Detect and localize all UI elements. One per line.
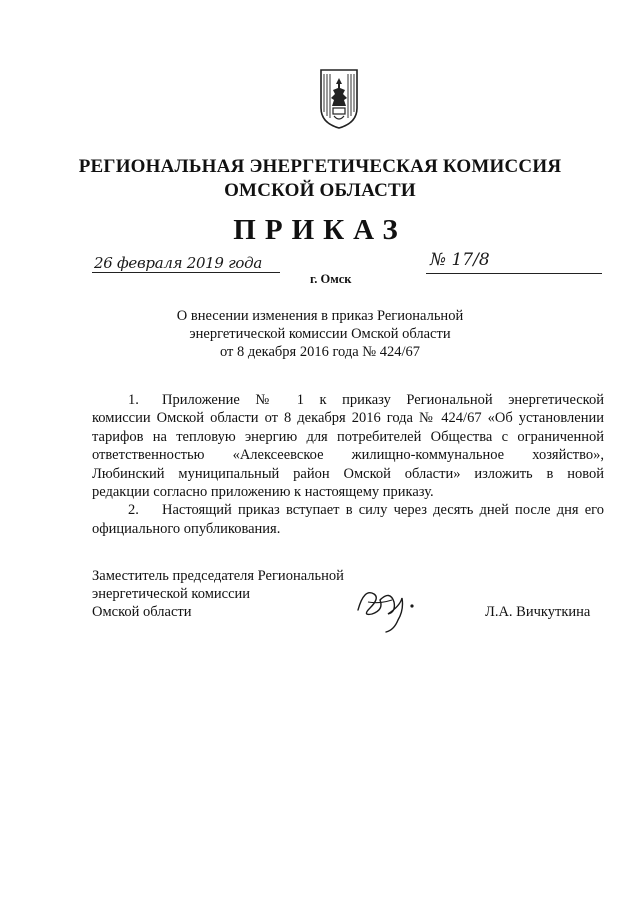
document-type-title: ПРИКАЗ [233, 214, 407, 246]
signer-title-line1: Заместитель председателя Региональной [92, 568, 344, 584]
paragraph-1-line2: комиссии Омской области от 8 декабря 2016 года № 424/67 «Об установлении [92, 410, 604, 427]
paragraph-1-line1 [92, 391, 604, 409]
signer-title-line2: энергетической комиссии [92, 586, 251, 602]
paragraph-1-number: 1. [128, 392, 139, 408]
paragraph-1 [92, 391, 604, 501]
subject-line3: от 8 декабря 2016 года № 424/67 [219, 344, 421, 360]
paragraph-1-line4: ответственностью «Алексеевское жилищно-коммунальное хозяйство», [92, 447, 604, 464]
paragraph-2-line2: официального опубликования. [92, 520, 281, 537]
handwritten-order-number: № 17/8 [430, 250, 490, 270]
paragraph-1-line3: тарифов на тепловую энергию для потребителей Общества с ограниченной [92, 428, 604, 445]
coat-of-arms-icon [318, 68, 360, 130]
paragraph-1-line6: редакции согласно приложению к настоящему приказу. [92, 484, 434, 501]
paragraph-2-number: 2. [128, 502, 139, 519]
organization-name-line1: РЕГИОНАЛЬНАЯ ЭНЕРГЕТИЧЕСКАЯ КОМИССИЯ [78, 156, 562, 177]
date-underline [92, 272, 280, 273]
paragraph-1-line5: Любинский муниципальный район Омской области» изложить в новой [92, 465, 604, 482]
city-label: г. Омск [310, 272, 352, 286]
paragraph-2-line1-text: Настоящий приказ вступает в силу через десять дней после дня его [162, 502, 604, 519]
organization-name-line2: ОМСКОЙ ОБЛАСТИ [224, 180, 416, 201]
handwritten-date: 26 февраля 2019 года [94, 254, 263, 272]
signer-title-line3: Омской области [92, 604, 192, 620]
document-body [92, 391, 604, 538]
signer-name: Л.А. Вичкуткина [485, 604, 591, 620]
paragraph-1-line1-text: Приложение № 1 к приказу Региональной энергетической [162, 392, 604, 408]
number-underline [426, 273, 602, 274]
paragraph-2-line1 [92, 501, 604, 519]
handwritten-signature-icon [350, 580, 422, 636]
paragraph-2 [92, 501, 604, 538]
subject-line1: О внесении изменения в приказ Региональной [176, 308, 464, 324]
subject-line2: энергетической комиссии Омской области [189, 326, 451, 342]
